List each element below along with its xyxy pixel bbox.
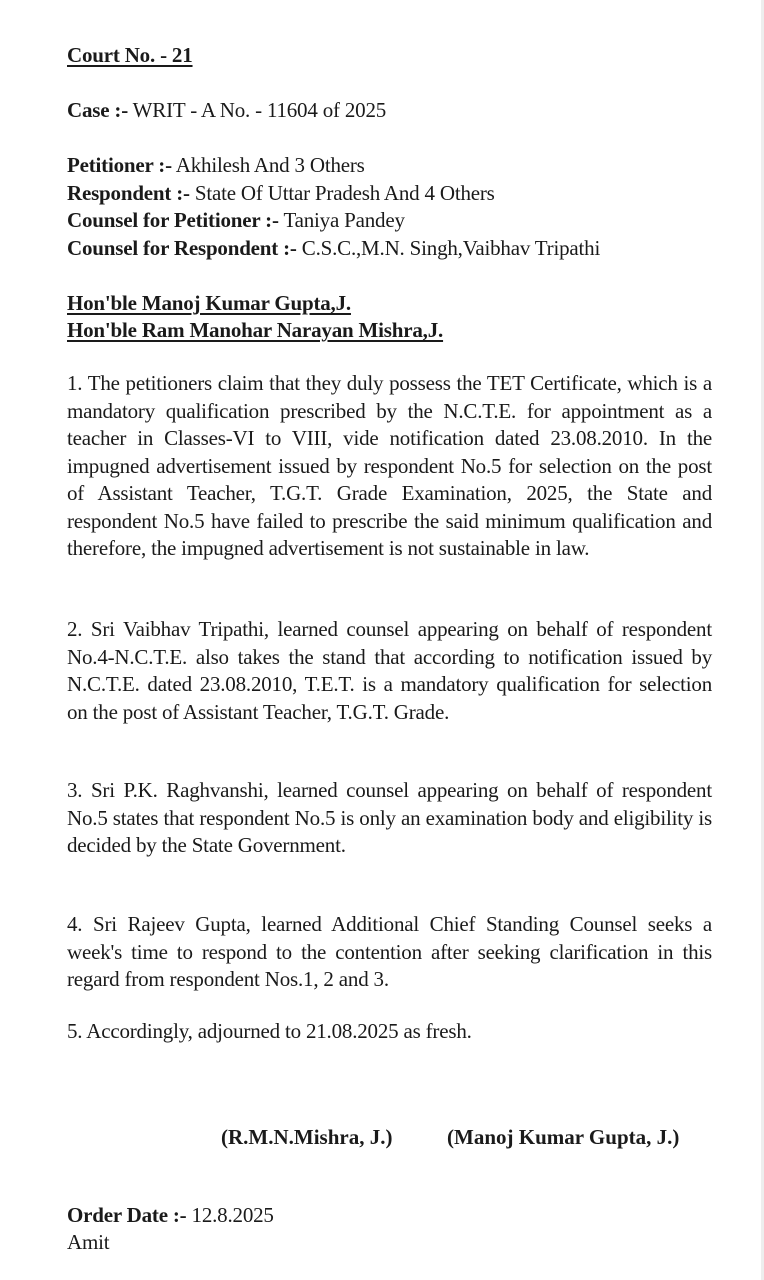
respondent-label: Respondent :-: [67, 181, 190, 205]
court-number: Court No. - 21: [67, 43, 193, 67]
counsel-respondent-label: Counsel for Respondent :-: [67, 236, 297, 260]
signature-mishra: (R.M.N.Mishra, J.): [221, 1125, 393, 1149]
bench-judge-1: Hon'ble Manoj Kumar Gupta,J.: [67, 291, 351, 315]
order-date-label: Order Date :-: [67, 1203, 187, 1227]
counsel-petitioner-line: [67, 208, 405, 233]
case-value: WRIT - A No. - 11604 of 2025: [128, 98, 387, 122]
counsel-petitioner-label: Counsel for Petitioner :-: [67, 208, 279, 232]
order-paragraph-1: 1. The petitioners claim that they duly possess the TET Certificate, which is a mandatory qualification prescribed by the N.C.T.E. for appointment as a teacher in Classes-VI to VIII, vide notification dated 23.08.2010. In the impugned advertisement issued by respondent No.5 for selection on the post of Assistant Teacher, T.G.T. Grade Examination, 2025, the State and respondent No.5 have failed to prescribe the said minimum qualification and therefore, the impugned advertisement is not sustainable in law.: [67, 371, 712, 560]
respondent-line: [67, 181, 495, 206]
order-paragraph-4: 4. Sri Rajeev Gupta, learned Additional Chief Standing Counsel seeks a week's time to respond to the contention after seeking clarification in this regard from respondent Nos.1, 2 and 3.: [67, 912, 712, 991]
counsel-respondent-line: [67, 236, 600, 261]
order-paragraph-5: 5. Accordingly, adjourned to 21.08.2025 as fresh.: [67, 1019, 472, 1043]
petitioner-label: Petitioner :-: [67, 153, 172, 177]
case-label: Case :-: [67, 98, 128, 122]
order-date-line: [67, 1203, 274, 1228]
petitioner-line: [67, 153, 365, 178]
bench-judge-2: Hon'ble Ram Manohar Narayan Mishra,J.: [67, 318, 444, 342]
petitioner-value: Akhilesh And 3 Others: [171, 153, 365, 177]
counsel-respondent-value: C.S.C.,M.N. Singh,Vaibhav Tripathi: [296, 236, 601, 260]
case-line: [67, 98, 386, 123]
counsel-petitioner-value: Taniya Pandey: [278, 208, 405, 232]
order-date-value: 12.8.2025: [186, 1203, 274, 1227]
signature-gupta: (Manoj Kumar Gupta, J.): [447, 1125, 680, 1149]
respondent-value: State Of Uttar Pradesh And 4 Others: [189, 181, 495, 205]
order-paragraph-3: 3. Sri P.K. Raghvanshi, learned counsel appearing on behalf of respondent No.5 states that respondent No.5 is only an examination body and eligibility is decided by the State Government.: [67, 778, 712, 857]
clerk-name: Amit: [67, 1230, 110, 1254]
order-paragraph-2: 2. Sri Vaibhav Tripathi, learned counsel appearing on behalf of respondent No.4-N.C.T.E. also takes the stand that according to notification issued by N.C.T.E. dated 23.08.2010, T.E.T. is a mandatory qualification for selection on the post of Assistant Teacher, T.G.T. Grade.: [67, 617, 712, 724]
